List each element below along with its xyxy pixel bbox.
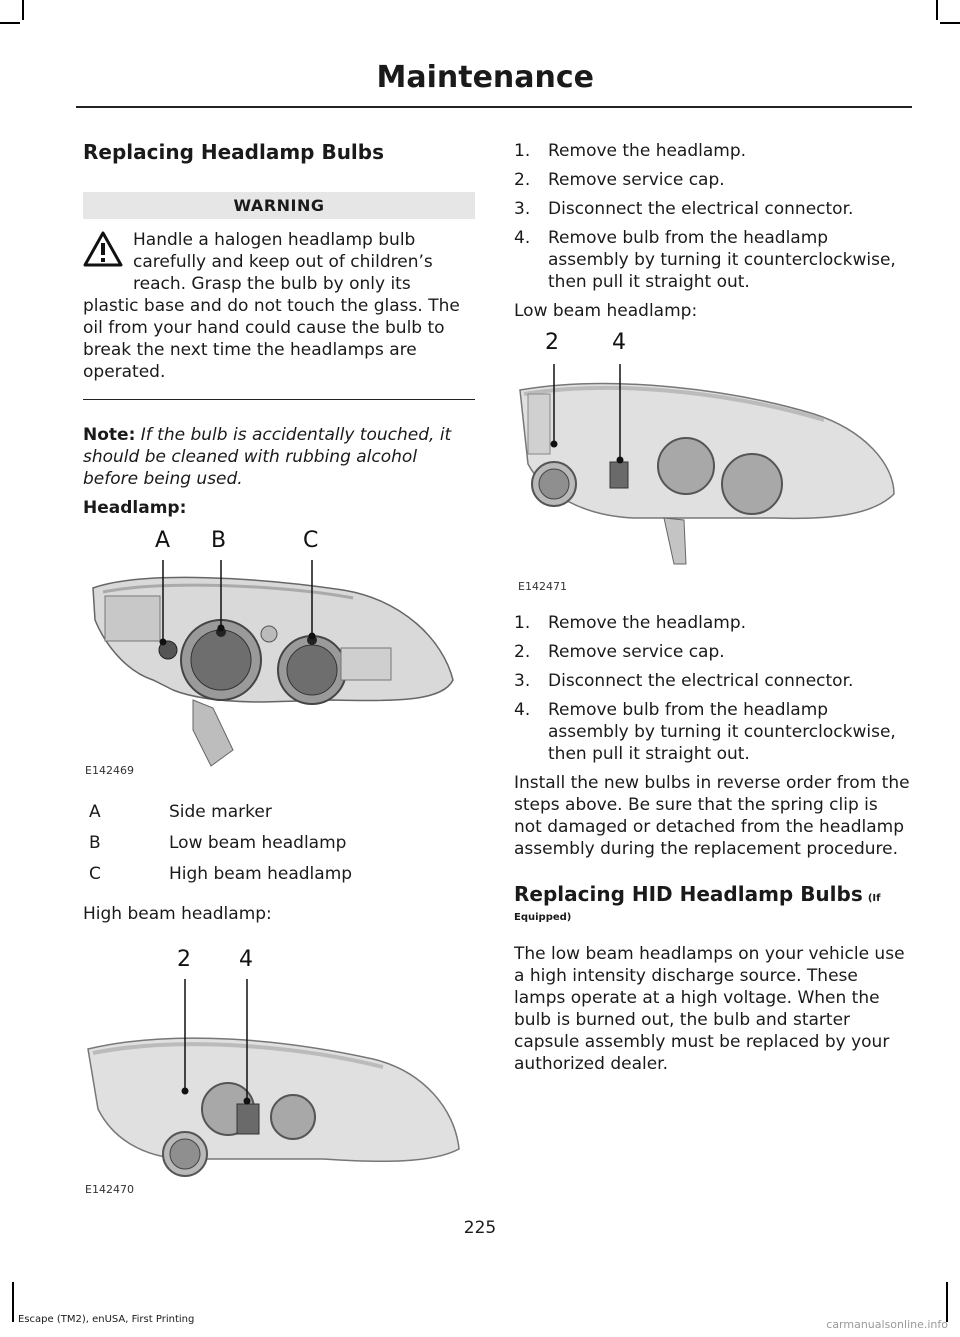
crop-mark	[940, 22, 960, 24]
legend-value: Side marker	[169, 801, 272, 822]
warning-label: WARNING	[83, 192, 475, 219]
headlamp-label: Headlamp:	[83, 498, 187, 518]
note-label: Note:	[83, 425, 136, 445]
warning-text-full: plastic base and do not touch the glass. The oil from your hand could cause the bulb to break the next time the headlamps are operated.	[83, 296, 460, 382]
callout-4: 4	[612, 330, 626, 355]
callout-2: 2	[545, 330, 559, 355]
note-text: If the bulb is accidentally touched, it should be cleaned with rubbing alcohol before being used.	[83, 425, 452, 489]
legend	[83, 796, 475, 889]
steps-list-1	[514, 140, 910, 293]
section-heading: Replacing Headlamp Bulbs	[83, 140, 385, 164]
callout-2: 2	[177, 947, 191, 972]
legend-row	[83, 796, 475, 827]
legend-value: High beam headlamp	[169, 863, 353, 884]
callout-c: C	[303, 528, 319, 553]
note	[83, 424, 475, 490]
low-beam-label: Low beam headlamp:	[514, 301, 698, 321]
crop-mark	[946, 1282, 948, 1322]
callout-b: B	[211, 528, 227, 553]
steps-list-2	[514, 612, 910, 765]
legend-value: Low beam headlamp	[169, 832, 347, 853]
crop-mark	[0, 22, 20, 24]
figure-id: E142469	[85, 764, 134, 777]
warning-text-indent: Handle a halogen headlamp bulb carefully and keep out of children’s reach. Grasp the bulb by only its	[133, 230, 433, 294]
hid-heading-text: Replacing HID Headlamp Bulbs	[514, 882, 863, 906]
step-item: 3. Disconnect the electrical connector.	[514, 671, 854, 691]
legend-row	[83, 858, 475, 889]
page-title: Maintenance	[376, 60, 594, 95]
low-beam-figure	[514, 330, 898, 594]
crop-mark	[22, 0, 24, 20]
headlamp-figure	[83, 530, 463, 780]
edition-line: Escape (TM2), enUSA, First Printing	[18, 1314, 195, 1325]
high-beam-label: High beam headlamp:	[83, 904, 272, 924]
headlamp-illustration	[83, 530, 463, 780]
step-item: 3. Disconnect the electrical connector.	[514, 199, 854, 219]
right-column	[514, 140, 910, 1075]
hid-paragraph: The low beam headlamps on your vehicle use a high intensity discharge source. These lamps operate at a high voltage. When the bulb is burned out, the bulb and starter capsule assembly must be replaced by your authorized dealer.	[514, 944, 905, 1074]
figure-id: E142470	[85, 1183, 134, 1196]
high-beam-figure	[83, 949, 463, 1199]
callout-4: 4	[239, 947, 253, 972]
legend-key: A	[89, 801, 101, 822]
figure-id: E142471	[518, 580, 567, 593]
warning-rule	[83, 399, 475, 400]
step-item: 4. Remove bulb from the headlamp assembly by turning it counterclockwise, then pull it straight out.	[514, 228, 896, 292]
hid-heading	[514, 882, 910, 923]
hid-heading-suffix: (If	[867, 893, 881, 904]
watermark: carmanualsonline.info	[826, 1318, 948, 1331]
crop-mark	[936, 0, 938, 20]
step-item: 2. Remove service cap.	[514, 170, 725, 190]
legend-row	[83, 827, 475, 858]
install-paragraph: Install the new bulbs in reverse order from the steps above. Be sure that the spring clip is not damaged or detached from the headlamp assembly during the replacement procedure.	[514, 773, 910, 859]
header-rule	[76, 106, 912, 108]
crop-mark	[12, 1282, 14, 1322]
step-item: 4. Remove bulb from the headlamp assembly by turning it counterclockwise, then pull it straight out.	[514, 700, 896, 764]
legend-key: C	[89, 863, 101, 884]
warning-body	[83, 229, 475, 383]
hid-heading-suffix: Equipped)	[514, 912, 572, 923]
page-number: 225	[463, 1218, 497, 1238]
warning-triangle-icon	[83, 231, 123, 273]
low-beam-illustration	[514, 334, 898, 594]
left-column	[83, 140, 475, 1199]
callout-a: A	[155, 528, 171, 553]
legend-key: B	[89, 832, 101, 853]
step-item: 1. Remove the headlamp.	[514, 141, 747, 161]
high-beam-illustration	[83, 949, 463, 1199]
step-item: 2. Remove service cap.	[514, 642, 725, 662]
step-item: 1. Remove the headlamp.	[514, 613, 747, 633]
